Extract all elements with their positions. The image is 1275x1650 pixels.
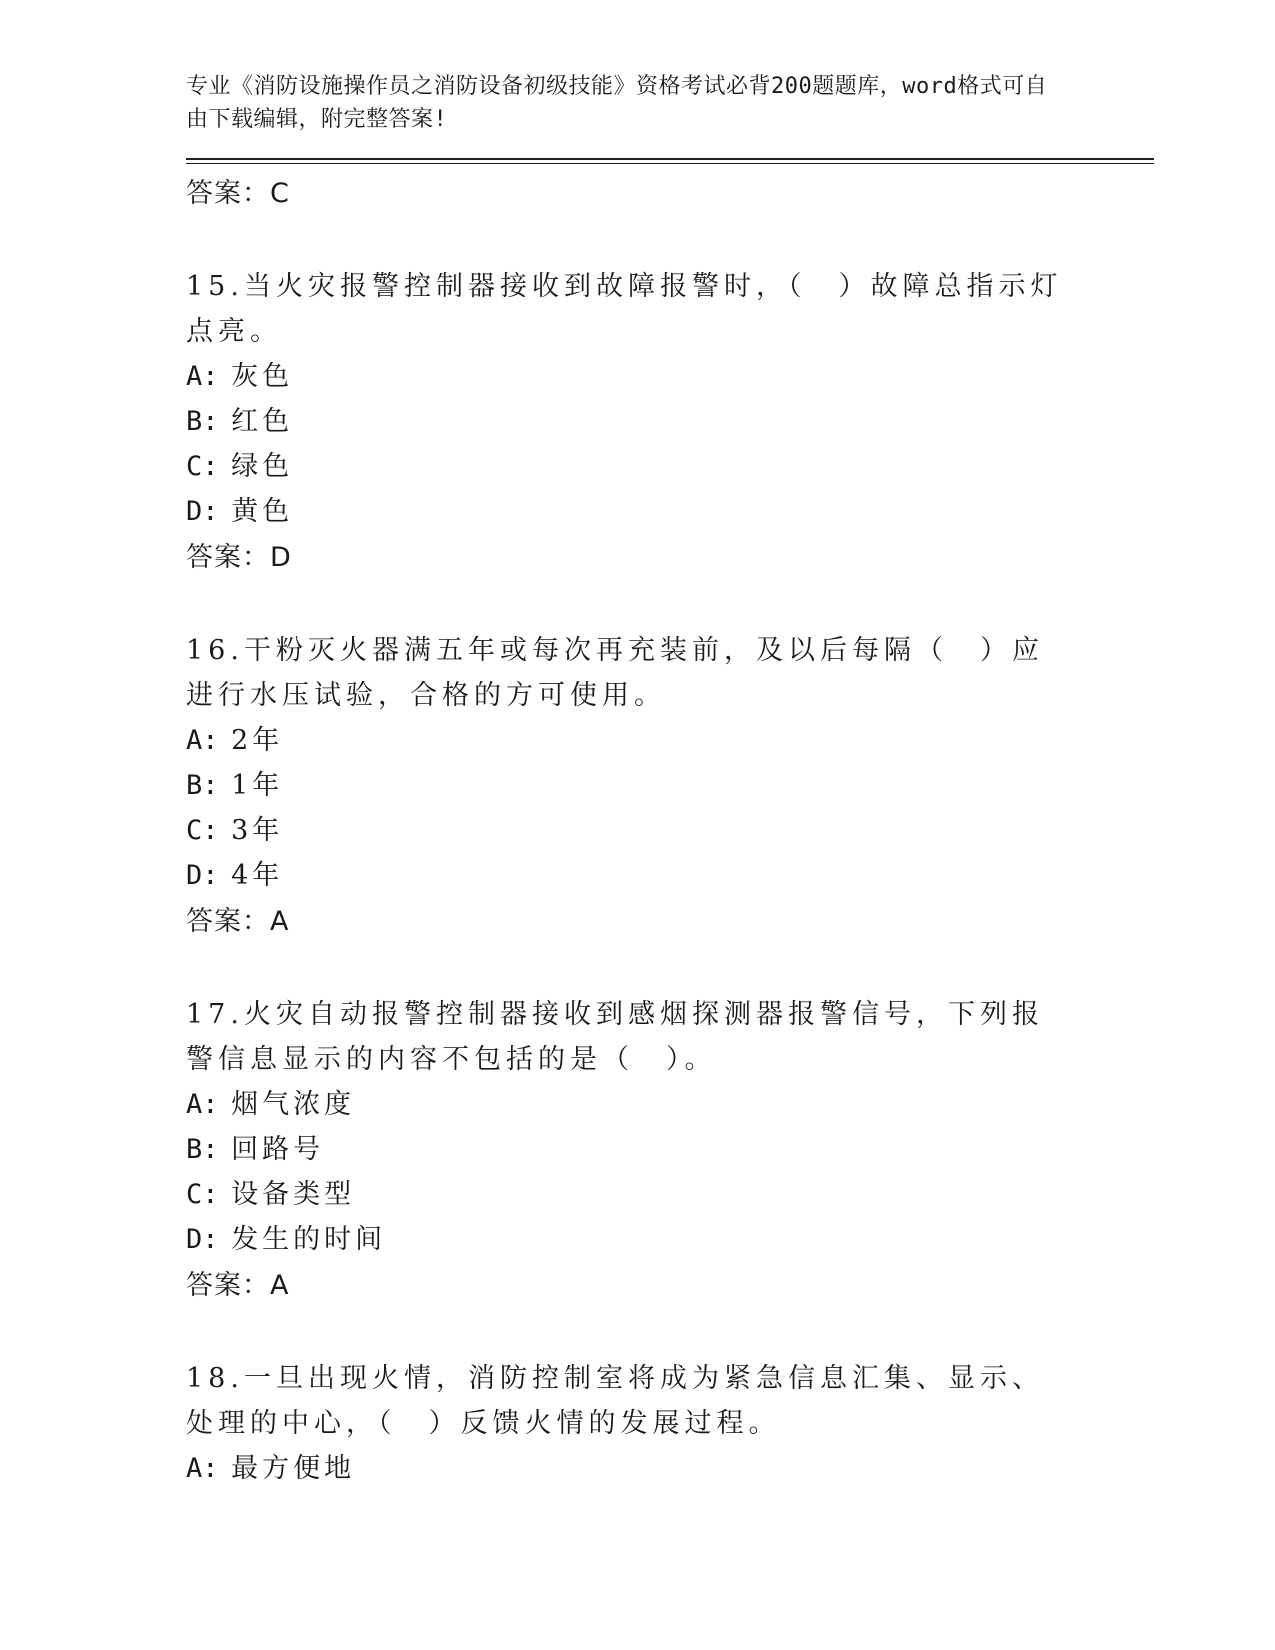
option-b — [186, 763, 1154, 808]
option-a — [186, 354, 1154, 399]
option-letter: D: — [186, 1224, 219, 1255]
option-d — [186, 1217, 1154, 1262]
option-c — [186, 808, 1154, 853]
question-text: 18.一旦出现火情，消防控制室将成为紧急信息汇集、显示、处理的中心，（ ）反馈火情的发展过程。 — [186, 1363, 1044, 1439]
question-17 — [186, 992, 1154, 1310]
question-text: 16.干粉灭火器满五年或每次再充装前，及以后每隔（ ）应进行水压试验，合格的方可使用。 — [186, 635, 1044, 711]
answer-line: 答案：C — [186, 178, 290, 209]
question-text: 15.当火灾报警控制器接收到故障报警时，（ ）故障总指示灯点亮。 — [186, 271, 1063, 347]
option-a — [186, 1446, 1154, 1491]
option-c — [186, 444, 1154, 489]
option-text: 2年 — [231, 725, 284, 756]
option-letter: A: — [186, 361, 219, 392]
option-letter: C: — [186, 815, 219, 846]
option-text: 4年 — [231, 860, 284, 891]
option-text: 设备类型 — [231, 1179, 356, 1210]
answer-line: 答案：A — [186, 1270, 290, 1301]
option-letter: C: — [186, 451, 219, 482]
option-text: 黄色 — [231, 496, 294, 527]
question-16 — [186, 628, 1154, 946]
option-text: 3年 — [231, 815, 284, 846]
document-header: 专业《消防设施操作员之消防设备初级技能》资格考试必背200题题库，word格式可自由下载编辑，附完整答案! — [186, 74, 1048, 132]
option-letter: C: — [186, 1179, 219, 1210]
option-text: 红色 — [231, 406, 294, 437]
question-15 — [186, 264, 1154, 582]
question-text: 17.火灾自动报警控制器接收到感烟探测器报警信号，下列报警信息显示的内容不包括的是（ ）。 — [186, 999, 1044, 1075]
option-letter: B: — [186, 1134, 219, 1165]
option-a — [186, 718, 1154, 763]
header-divider — [186, 158, 1154, 164]
option-text: 最方便地 — [231, 1453, 356, 1484]
option-text: 发生的时间 — [231, 1224, 387, 1255]
option-letter: A: — [186, 1453, 219, 1484]
option-letter: D: — [186, 496, 219, 527]
question-18 — [186, 1356, 1154, 1491]
option-text: 烟气浓度 — [231, 1089, 356, 1120]
option-text: 1年 — [231, 770, 284, 801]
option-text: 绿色 — [231, 451, 294, 482]
option-a — [186, 1082, 1154, 1127]
option-letter: A: — [186, 1089, 219, 1120]
option-b — [186, 399, 1154, 444]
option-d — [186, 489, 1154, 534]
answer-line: 答案：D — [186, 542, 292, 573]
option-text: 灰色 — [231, 361, 294, 392]
option-c — [186, 1172, 1154, 1217]
option-letter: B: — [186, 406, 219, 437]
option-d — [186, 853, 1154, 898]
option-letter: D: — [186, 860, 219, 891]
option-letter: A: — [186, 725, 219, 756]
answer-line: 答案：A — [186, 906, 290, 937]
option-letter: B: — [186, 770, 219, 801]
document-page — [186, 70, 1154, 1491]
option-b — [186, 1127, 1154, 1172]
option-text: 回路号 — [231, 1134, 325, 1165]
